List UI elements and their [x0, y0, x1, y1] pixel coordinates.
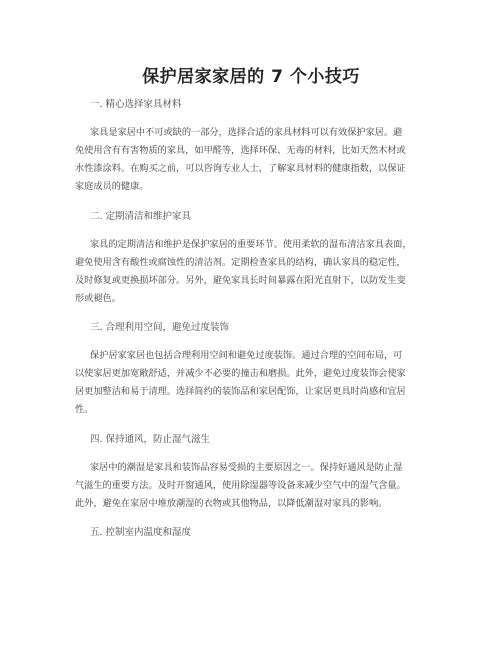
section-heading-2: 二. 定期清洁和维护家具: [90, 211, 192, 222]
paragraph-line: 性。: [75, 404, 94, 415]
paragraph-line: 水性漆涂料。在购买之前，可以咨询专业人士，了解家具材料的健康指数，以保证: [75, 163, 406, 174]
paragraph-line: 此外，避免在家居中堆放潮湿的衣物或其他物品，以降低潮湿对家具的影响。: [75, 498, 388, 509]
section-paragraph-4: [75, 459, 432, 513]
paragraph-line: 气滋生的重要方法。及时开窗通风，使用除湿器等设备来减少空气中的湿气含量。: [75, 480, 406, 491]
section-heading-3: 三. 合理利用空间，避免过度装饰: [90, 322, 230, 333]
section-paragraph-2: [75, 236, 432, 308]
section-heading-4: 四. 保持通风，防止湿气滋生: [90, 434, 211, 445]
paragraph-line: 保护居家家居也包括合理利用空间和避免过度装饰。通过合理的空间布局，可: [90, 350, 403, 361]
paragraph-line: 家具是家居中不可或缺的一部分，选择合适的家具材料可以有效保护家居。避: [90, 127, 403, 138]
paragraph-line: 免使用含有有害物质的家具，如甲醛等，选择环保、无毒的材料，比如天然木材或: [75, 145, 406, 156]
paragraph-line: 居更加整洁和易于清理。选择简约的装饰品和家居配饰，让家居更具时尚感和宜居: [75, 386, 406, 397]
section-paragraph-3: [75, 347, 432, 419]
paragraph-line: 形或褪色。: [75, 293, 121, 304]
paragraph-line: 家具的定期清洁和维护是保护家居的重要环节。使用柔软的湿布清洁家具表面，: [90, 239, 412, 250]
paragraph-line: 家庭成员的健康。: [75, 181, 149, 192]
document-title: 保护居家家居的 7 个小技巧: [142, 67, 360, 87]
paragraph-line: 家居中的潮湿是家具和装饰品容易受损的主要原因之一。保持好通风是防止湿: [90, 462, 403, 473]
paragraph-line: 以使家居更加宽敞舒适，并减少不必要的撞击和磨损。此外，避免过度装饰会使家: [75, 368, 406, 379]
paragraph-line: 避免使用含有酸性或腐蚀性的清洁剂。定期检查家具的结构，确认家具的稳定性，: [75, 257, 406, 268]
section-paragraph-1: [75, 124, 432, 196]
section-heading-5: 五. 控制室内温度和湿度: [90, 527, 192, 538]
paragraph-line: 及时修复或更换损坏部分。另外，避免家具长时间暴露在阳光直射下，以防发生变: [75, 275, 406, 286]
section-heading-1: 一. 精心选择家具材料: [90, 99, 182, 110]
